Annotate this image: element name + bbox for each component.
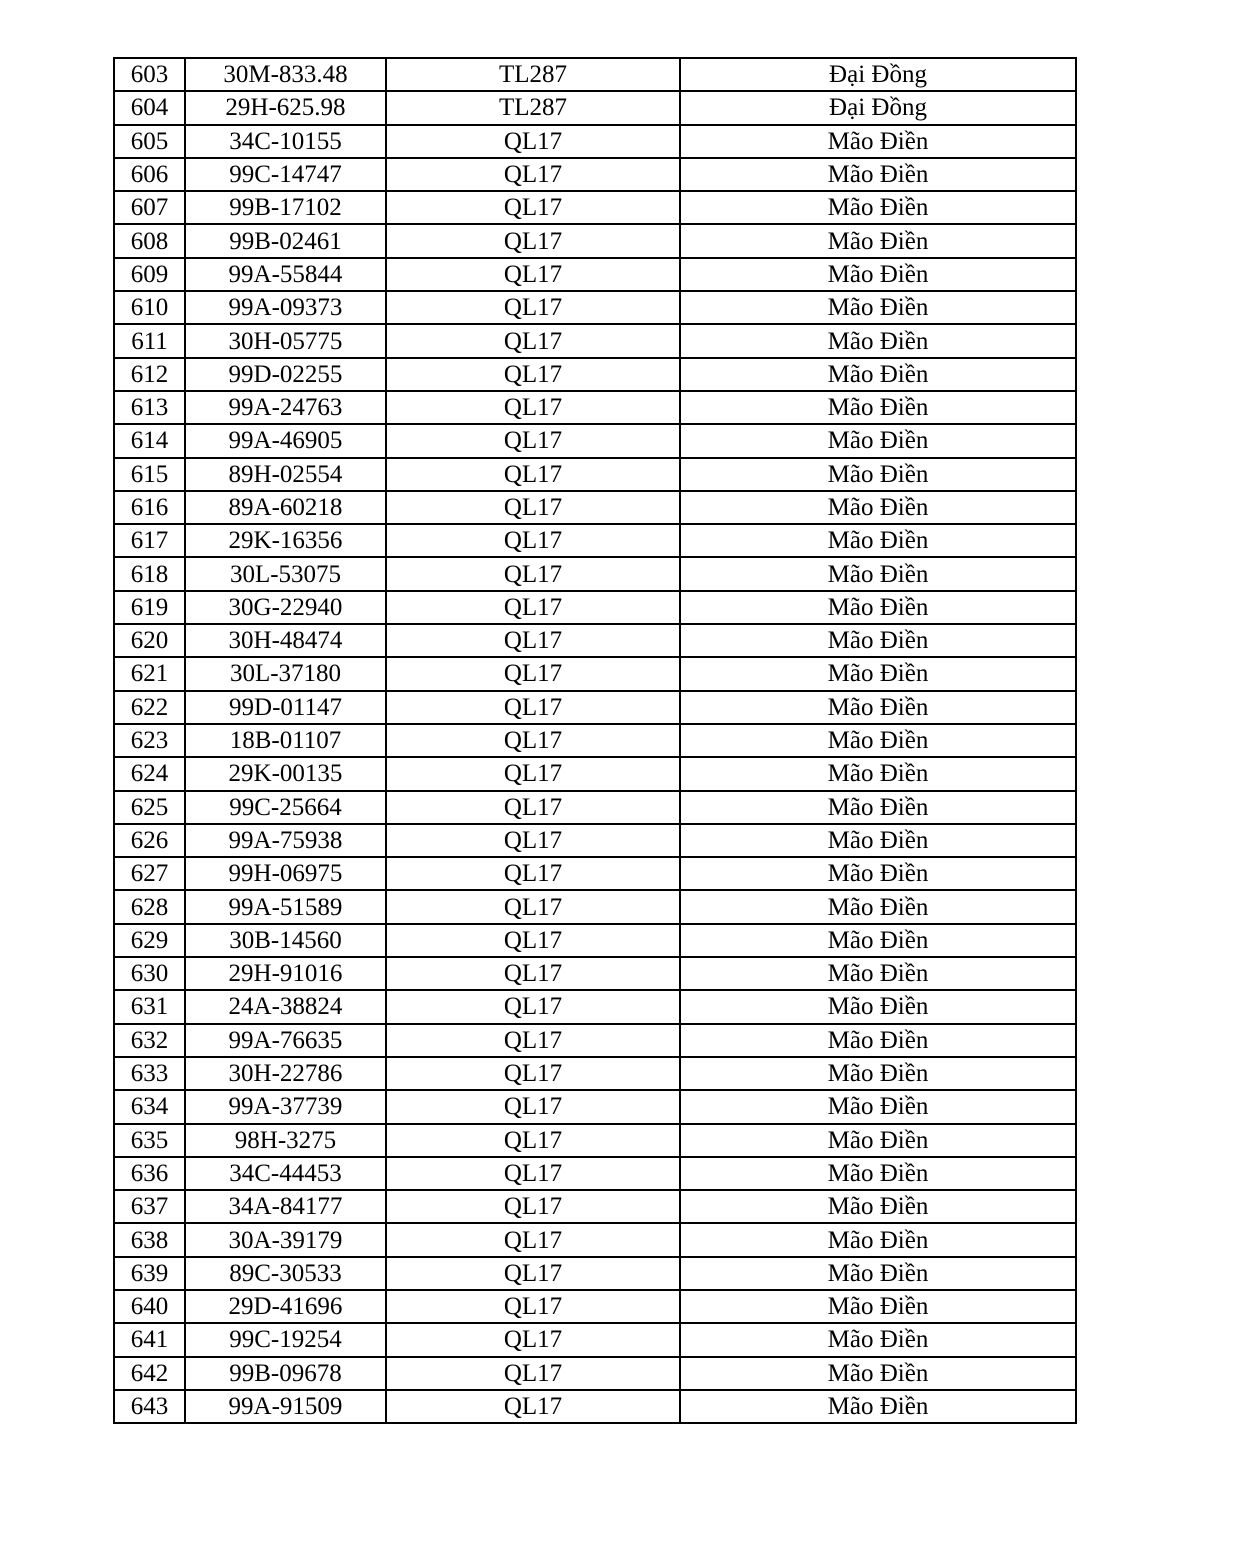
row-number-cell: 640 [114, 1290, 185, 1323]
row-number-cell: 616 [114, 491, 185, 524]
road-cell: QL17 [386, 358, 680, 391]
license-plate-cell: 89C-30533 [185, 1257, 386, 1290]
license-plate-cell: 99A-37739 [185, 1090, 386, 1123]
license-plate-cell: 30L-53075 [185, 557, 386, 590]
table-row [114, 1057, 1076, 1090]
location-cell: Mão Điền [680, 957, 1076, 990]
road-cell: QL17 [386, 391, 680, 424]
license-plate-cell: 34A-84177 [185, 1190, 386, 1223]
row-number-cell: 641 [114, 1323, 185, 1356]
license-plate-cell: 24A-38824 [185, 990, 386, 1023]
table-row [114, 691, 1076, 724]
location-cell: Mão Điền [680, 1024, 1076, 1057]
license-plate-cell: 30H-22786 [185, 1057, 386, 1090]
row-number-cell: 639 [114, 1257, 185, 1290]
license-plate-cell: 99B-17102 [185, 191, 386, 224]
location-cell: Mão Điền [680, 557, 1076, 590]
row-number-cell: 612 [114, 358, 185, 391]
row-number-cell: 632 [114, 1024, 185, 1057]
location-cell: Mão Điền [680, 258, 1076, 291]
road-cell: QL17 [386, 557, 680, 590]
row-number-cell: 615 [114, 458, 185, 491]
location-cell: Mão Điền [680, 324, 1076, 357]
road-cell: QL17 [386, 491, 680, 524]
license-plate-cell: 99A-75938 [185, 824, 386, 857]
road-cell: QL17 [386, 1323, 680, 1356]
table-row [114, 458, 1076, 491]
location-cell: Mão Điền [680, 1190, 1076, 1223]
location-cell: Mão Điền [680, 424, 1076, 457]
license-plate-cell: 99A-91509 [185, 1390, 386, 1423]
vehicle-table [113, 57, 1077, 1424]
road-cell: QL17 [386, 125, 680, 158]
table-row [114, 1257, 1076, 1290]
road-cell: QL17 [386, 1223, 680, 1256]
row-number-cell: 606 [114, 158, 185, 191]
license-plate-cell: 34C-44453 [185, 1157, 386, 1190]
table-row [114, 657, 1076, 690]
row-number-cell: 608 [114, 224, 185, 257]
license-plate-cell: 99D-01147 [185, 691, 386, 724]
row-number-cell: 631 [114, 990, 185, 1023]
row-number-cell: 624 [114, 757, 185, 790]
license-plate-cell: 89H-02554 [185, 458, 386, 491]
road-cell: QL17 [386, 757, 680, 790]
road-cell: QL17 [386, 657, 680, 690]
row-number-cell: 625 [114, 791, 185, 824]
license-plate-cell: 29D-41696 [185, 1290, 386, 1323]
location-cell: Mão Điền [680, 524, 1076, 557]
location-cell: Mão Điền [680, 291, 1076, 324]
row-number-cell: 610 [114, 291, 185, 324]
location-cell: Mão Điền [680, 191, 1076, 224]
location-cell: Mão Điền [680, 724, 1076, 757]
license-plate-cell: 99A-24763 [185, 391, 386, 424]
road-cell: QL17 [386, 791, 680, 824]
road-cell: QL17 [386, 1090, 680, 1123]
row-number-cell: 613 [114, 391, 185, 424]
license-plate-cell: 99A-51589 [185, 890, 386, 923]
location-cell: Mão Điền [680, 1090, 1076, 1123]
table-row [114, 258, 1076, 291]
table-row [114, 791, 1076, 824]
license-plate-cell: 99A-09373 [185, 291, 386, 324]
table-row [114, 191, 1076, 224]
table-row [114, 1290, 1076, 1323]
table-row [114, 491, 1076, 524]
table-row [114, 1090, 1076, 1123]
license-plate-cell: 98H-3275 [185, 1124, 386, 1157]
row-number-cell: 642 [114, 1357, 185, 1390]
location-cell: Mão Điền [680, 591, 1076, 624]
table-row [114, 1190, 1076, 1223]
table-row [114, 890, 1076, 923]
road-cell: QL17 [386, 1190, 680, 1223]
row-number-cell: 611 [114, 324, 185, 357]
road-cell: QL17 [386, 890, 680, 923]
location-cell: Mão Điền [680, 358, 1076, 391]
road-cell: QL17 [386, 1390, 680, 1423]
row-number-cell: 627 [114, 857, 185, 890]
location-cell: Mão Điền [680, 1257, 1076, 1290]
row-number-cell: 609 [114, 258, 185, 291]
license-plate-cell: 99A-76635 [185, 1024, 386, 1057]
location-cell: Mão Điền [680, 657, 1076, 690]
table-row [114, 857, 1076, 890]
row-number-cell: 614 [114, 424, 185, 457]
license-plate-cell: 99C-14747 [185, 158, 386, 191]
table-row [114, 1157, 1076, 1190]
row-number-cell: 633 [114, 1057, 185, 1090]
location-cell: Mão Điền [680, 1290, 1076, 1323]
license-plate-cell: 99A-55844 [185, 258, 386, 291]
location-cell: Mão Điền [680, 391, 1076, 424]
location-cell: Mão Điền [680, 924, 1076, 957]
row-number-cell: 643 [114, 1390, 185, 1423]
license-plate-cell: 29H-625.98 [185, 91, 386, 124]
table-row [114, 1357, 1076, 1390]
license-plate-cell: 29H-91016 [185, 957, 386, 990]
location-cell: Mão Điền [680, 125, 1076, 158]
row-number-cell: 620 [114, 624, 185, 657]
row-number-cell: 618 [114, 557, 185, 590]
license-plate-cell: 30A-39179 [185, 1223, 386, 1256]
row-number-cell: 603 [114, 58, 185, 91]
license-plate-cell: 99B-09678 [185, 1357, 386, 1390]
road-cell: QL17 [386, 857, 680, 890]
table-row [114, 591, 1076, 624]
license-plate-cell: 99A-46905 [185, 424, 386, 457]
row-number-cell: 635 [114, 1124, 185, 1157]
table-row [114, 91, 1076, 124]
table-row [114, 724, 1076, 757]
table-row [114, 824, 1076, 857]
license-plate-cell: 29K-16356 [185, 524, 386, 557]
row-number-cell: 637 [114, 1190, 185, 1223]
road-cell: QL17 [386, 291, 680, 324]
table-row [114, 1024, 1076, 1057]
table-row [114, 291, 1076, 324]
license-plate-cell: 99H-06975 [185, 857, 386, 890]
road-cell: QL17 [386, 957, 680, 990]
row-number-cell: 628 [114, 890, 185, 923]
row-number-cell: 630 [114, 957, 185, 990]
table-row [114, 391, 1076, 424]
table-row [114, 358, 1076, 391]
location-cell: Đại Đồng [680, 91, 1076, 124]
location-cell: Mão Điền [680, 624, 1076, 657]
row-number-cell: 638 [114, 1223, 185, 1256]
road-cell: QL17 [386, 1157, 680, 1190]
license-plate-cell: 34C-10155 [185, 125, 386, 158]
table-row [114, 1124, 1076, 1157]
table-row [114, 158, 1076, 191]
road-cell: QL17 [386, 1124, 680, 1157]
table-row [114, 624, 1076, 657]
road-cell: QL17 [386, 524, 680, 557]
table-row [114, 524, 1076, 557]
road-cell: QL17 [386, 591, 680, 624]
road-cell: QL17 [386, 324, 680, 357]
row-number-cell: 617 [114, 524, 185, 557]
road-cell: QL17 [386, 990, 680, 1023]
row-number-cell: 626 [114, 824, 185, 857]
road-cell: QL17 [386, 1290, 680, 1323]
license-plate-cell: 30H-48474 [185, 624, 386, 657]
road-cell: QL17 [386, 1057, 680, 1090]
location-cell: Mão Điền [680, 1057, 1076, 1090]
road-cell: QL17 [386, 458, 680, 491]
road-cell: QL17 [386, 258, 680, 291]
table-row [114, 1390, 1076, 1423]
location-cell: Mão Điền [680, 158, 1076, 191]
location-cell: Mão Điền [680, 1223, 1076, 1256]
row-number-cell: 604 [114, 91, 185, 124]
row-number-cell: 636 [114, 1157, 185, 1190]
location-cell: Mão Điền [680, 890, 1076, 923]
table-row [114, 125, 1076, 158]
license-plate-cell: 30B-14560 [185, 924, 386, 957]
table-row [114, 990, 1076, 1023]
table-row [114, 957, 1076, 990]
row-number-cell: 634 [114, 1090, 185, 1123]
table-row [114, 324, 1076, 357]
road-cell: QL17 [386, 424, 680, 457]
table-row [114, 924, 1076, 957]
license-plate-cell: 99B-02461 [185, 224, 386, 257]
road-cell: TL287 [386, 58, 680, 91]
location-cell: Mão Điền [680, 791, 1076, 824]
location-cell: Mão Điền [680, 224, 1076, 257]
row-number-cell: 605 [114, 125, 185, 158]
table-row [114, 424, 1076, 457]
table-row [114, 224, 1076, 257]
table-row [114, 557, 1076, 590]
table-row [114, 58, 1076, 91]
location-cell: Mão Điền [680, 1124, 1076, 1157]
location-cell: Mão Điền [680, 691, 1076, 724]
location-cell: Mão Điền [680, 1390, 1076, 1423]
row-number-cell: 622 [114, 691, 185, 724]
row-number-cell: 629 [114, 924, 185, 957]
license-plate-cell: 99C-19254 [185, 1323, 386, 1356]
license-plate-cell: 29K-00135 [185, 757, 386, 790]
road-cell: QL17 [386, 158, 680, 191]
road-cell: QL17 [386, 191, 680, 224]
license-plate-cell: 99D-02255 [185, 358, 386, 391]
road-cell: QL17 [386, 924, 680, 957]
location-cell: Mão Điền [680, 990, 1076, 1023]
location-cell: Đại Đồng [680, 58, 1076, 91]
road-cell: QL17 [386, 724, 680, 757]
location-cell: Mão Điền [680, 1157, 1076, 1190]
road-cell: QL17 [386, 1357, 680, 1390]
road-cell: TL287 [386, 91, 680, 124]
location-cell: Mão Điền [680, 824, 1076, 857]
location-cell: Mão Điền [680, 1323, 1076, 1356]
road-cell: QL17 [386, 1024, 680, 1057]
location-cell: Mão Điền [680, 491, 1076, 524]
license-plate-cell: 30G-22940 [185, 591, 386, 624]
license-plate-cell: 30L-37180 [185, 657, 386, 690]
road-cell: QL17 [386, 691, 680, 724]
location-cell: Mão Điền [680, 1357, 1076, 1390]
road-cell: QL17 [386, 224, 680, 257]
table-row [114, 1223, 1076, 1256]
license-plate-cell: 18B-01107 [185, 724, 386, 757]
table-row [114, 1323, 1076, 1356]
location-cell: Mão Điền [680, 458, 1076, 491]
road-cell: QL17 [386, 1257, 680, 1290]
road-cell: QL17 [386, 824, 680, 857]
row-number-cell: 623 [114, 724, 185, 757]
road-cell: QL17 [386, 624, 680, 657]
license-plate-cell: 99C-25664 [185, 791, 386, 824]
table-row [114, 757, 1076, 790]
row-number-cell: 607 [114, 191, 185, 224]
license-plate-cell: 89A-60218 [185, 491, 386, 524]
license-plate-cell: 30M-833.48 [185, 58, 386, 91]
table-body [114, 58, 1076, 1423]
location-cell: Mão Điền [680, 757, 1076, 790]
row-number-cell: 619 [114, 591, 185, 624]
license-plate-cell: 30H-05775 [185, 324, 386, 357]
row-number-cell: 621 [114, 657, 185, 690]
location-cell: Mão Điền [680, 857, 1076, 890]
